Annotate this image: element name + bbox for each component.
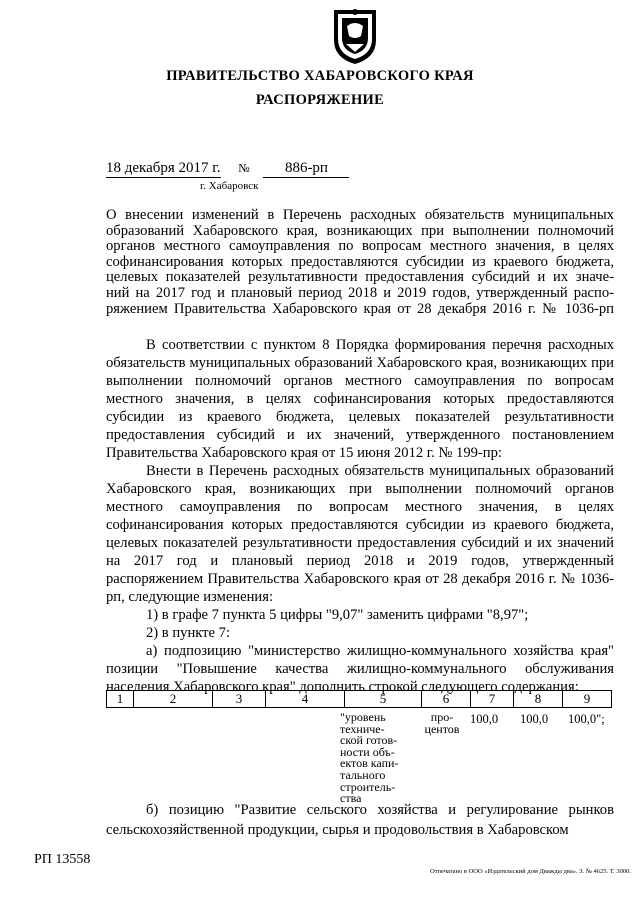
document-title	[106, 208, 614, 317]
table-header-cell: 8	[514, 691, 563, 708]
title-line: ряжением Правительства Хабаровского края от 28 декабря 2016 г. № 1036-рп	[106, 300, 614, 317]
table-cell-2019: 100,0";	[568, 712, 605, 726]
cell-line: строитель-	[340, 779, 396, 794]
paragraph: б) позицию "Развитие сельского хозяйства и регулирование рынков сельскохозяйственной продукции, сырья и продовольствия в Хабаровском	[106, 802, 614, 838]
table-header-cell: 1	[107, 691, 134, 708]
title-line: органов местного самоуправления по вопросам местного значения, в целях	[106, 238, 614, 255]
table-header-cell: 9	[563, 691, 612, 708]
registration-number: РП 13558	[34, 852, 91, 867]
paragraph: Внести в Перечень расходных обязательств муниципальных образований Хабаровского края, возникающих при выполнении полномочий органов местного самоуправления по вопросам местного значения, в целях софинансирования которых предоставляются субсидии из краевого бюджета, целевых показателей результативности предоставления субсидий и их значений на 2017 год и плановый период 2018 и 2019 годов, утвержденный распоряжением Правительства Хабаровского края от 28 декабря 2016 г. № 1036-рп, следующие изменения:	[106, 463, 614, 605]
cell-line: техниче-	[340, 721, 385, 736]
table-header-cell: 6	[422, 691, 471, 708]
table-header-cell: 3	[213, 691, 266, 708]
table-header-cell: 4	[266, 691, 345, 708]
table-header-row	[107, 691, 612, 708]
title-line: целевых показателей результативности предоставления субсидий и их значе-	[106, 269, 614, 286]
paragraph: В соответствии с пунктом 8 Порядка формирования перечня расходных обязательств муниципальных образований Хабаровского края, возникающих при выполнении полномочий органов местного самоуправления по вопросам местного значения, в целях софинансирования которых предоставляются субсидии из краевого бюджета, целевых показателей результативности предоставления субсидий и их значений, утвержденного постановлением Правительства Хабаровского края от 15 июня 2012 г. № 199-пр:	[106, 337, 614, 461]
cell-line: про-	[430, 710, 454, 724]
number-label: №	[238, 161, 250, 175]
data-table	[106, 690, 612, 708]
table-cell-unit	[420, 712, 464, 735]
table-cell-2018: 100,0	[520, 712, 549, 726]
after-table-text	[106, 800, 614, 840]
table-header-cell: 5	[345, 691, 422, 708]
document-type: РАСПОРЯЖЕНИЕ	[255, 92, 385, 108]
cell-line: ектов капи-	[340, 756, 399, 771]
cell-line: центов	[424, 721, 460, 736]
date-number-line	[106, 160, 349, 178]
title-line: О внесении изменений в Перечень расходных обязательств муниципальных	[106, 207, 614, 223]
title-line: ний на 2017 год и плановый период 2018 и 2019 годов, утвержденный распо-	[106, 284, 614, 301]
cell-line: ства	[340, 791, 362, 806]
document-number: 886-рп	[263, 160, 349, 178]
table-header-cell: 2	[134, 691, 213, 708]
table-header-cell: 7	[471, 691, 514, 708]
table-cell-indicator	[340, 712, 400, 805]
title-line: образований Хабаровского края, возникающих при выполнении полномочий	[106, 222, 614, 239]
city: г. Хабаровск	[200, 180, 259, 192]
table-cell-2017: 100,0	[470, 712, 499, 726]
cell-line: ности объ-	[340, 744, 395, 759]
cell-line: ской готов-	[340, 733, 398, 748]
paragraph: 2) в пункте 7:	[146, 625, 231, 641]
coat-of-arms-icon	[330, 6, 380, 66]
title-line: софинансирования которых предоставляются субсидии из краевого бюджета,	[106, 253, 614, 270]
printer-note: Отпечатано в ООО «Издательский дом Дважды два». З. № 4625. Т. 3000.	[430, 868, 631, 875]
document-date: 18 декабря 2017 г.	[106, 160, 221, 176]
cell-line: "уровень	[340, 710, 386, 724]
cell-line: тального	[340, 767, 386, 782]
body-text	[106, 336, 614, 696]
government-name: ПРАВИТЕЛЬСТВО ХАБАРОВСКОГО КРАЯ	[166, 68, 474, 84]
paragraph: 1) в графе 7 пункта 5 цифры "9,07" заменить цифрами "8,97";	[146, 607, 529, 623]
paragraph: а) подпозицию "министерство жилищно-коммунального хозяйства края" позиции "Повышение качества жилищно-коммунального обслуживания населения Хабаровского края" дополнить строкой следующего содержания:	[106, 643, 614, 695]
